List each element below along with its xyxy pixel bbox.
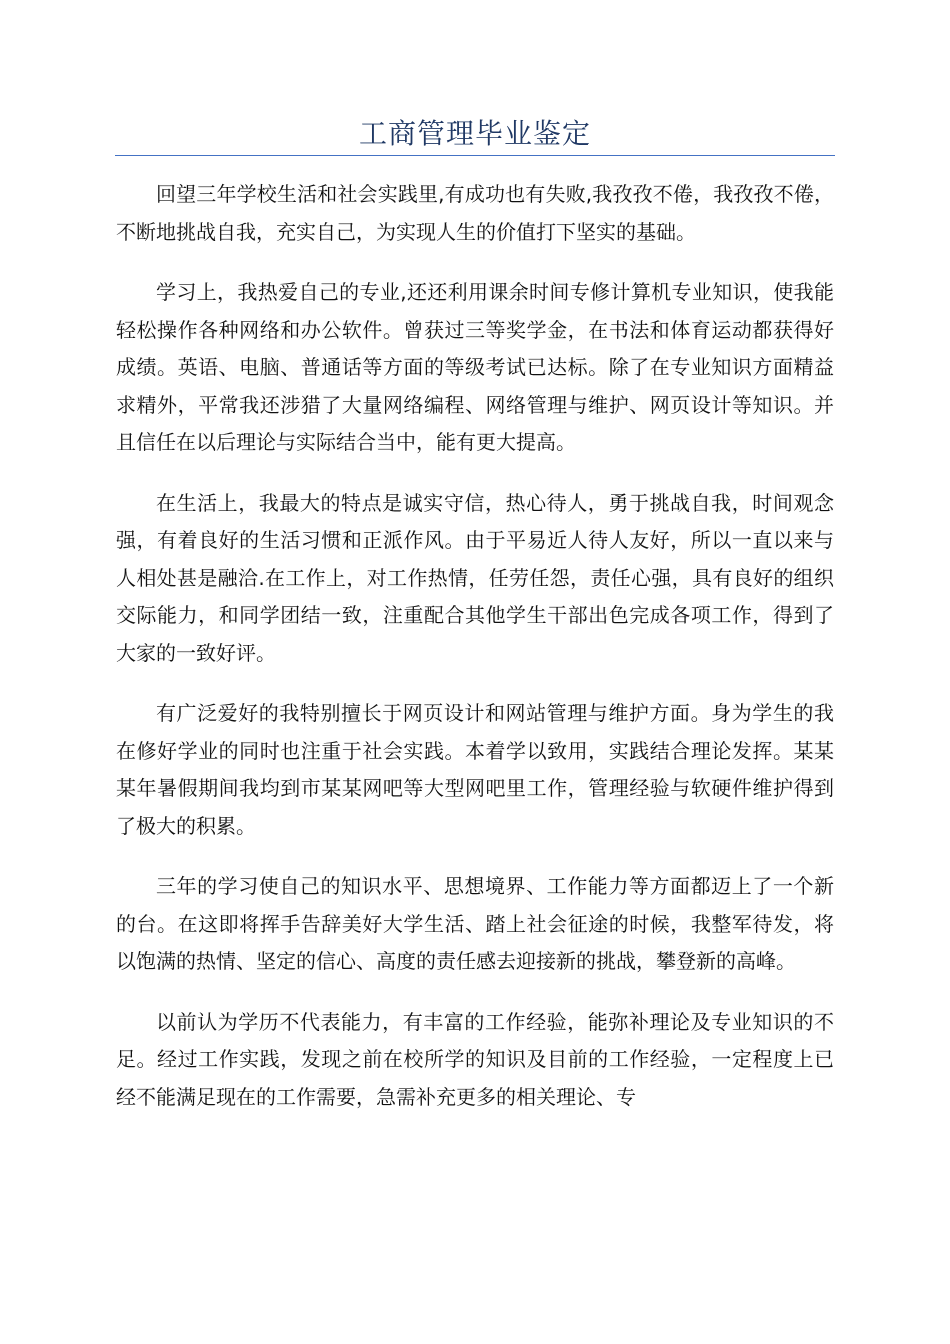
paragraph-5: 三年的学习使自己的知识水平、思想境界、工作能力等方面都迈上了一个新的台。在这即将挥手告辞美好大学生活、踏上社会征途的时候，我整军待发，将以饱满的热情、坚定的信心、高度的责任感去迎接新的挑战，攀登新的高峰。 xyxy=(116,874,834,973)
document-title: 工商管理毕业鉴定 xyxy=(358,117,591,150)
paragraph-3: 在生活上，我最大的特点是诚实守信，热心待人，勇于挑战自我，时间观念强，有着良好的生活习惯和正派作风。由于平易近人待人友好，所以一直以来与人相处甚是融洽.在工作上，对工作热情，任劳任怨，责任心强，具有良好的组织交际能力，和同学团结一致，注重配合其他学生干部出色完成各项工作，得到了大家的一致好评。 xyxy=(116,490,834,665)
title-underline xyxy=(115,155,835,156)
paragraph-4: 有广泛爱好的我特别擅长于网页设计和网站管理与维护方面。身为学生的我在修好学业的同时也注重于社会实践。本着学以致用，实践结合理论发挥。某某某年暑假期间我均到市某某网吧等大型网吧里工作，管理经验与软硬件维护得到了极大的积累。 xyxy=(116,701,834,838)
paragraph-6: 以前认为学历不代表能力，有丰富的工作经验，能弥补理论及专业知识的不足。经过工作实践，发现之前在校所学的知识及目前的工作经验，一定程度上已经不能满足现在的工作需要，急需补充更多的相关理论、专 xyxy=(116,1009,834,1109)
paragraph-2: 学习上，我热爱自己的专业,还还利用课余时间专修计算机专业知识，使我能轻松操作各种网络和办公软件。曾获过三等奖学金，在书法和体育运动都获得好成绩。英语、电脑、普通话等方面的等级考试已达标。除了在专业知识方面精益求精外，平常我还涉猎了大量网络编程、网络管理与维护、网页设计等知识。并且信任在以后理论与实际结合当中，能有更大提高。 xyxy=(116,280,834,454)
document-body xyxy=(116,176,834,1139)
paragraph-1: 回望三年学校生活和社会实践里,有成功也有失败,我孜孜不倦，我孜孜不倦，不断地挑战自我，充实自己，为实现人生的价值打下坚实的基础。 xyxy=(116,182,834,244)
